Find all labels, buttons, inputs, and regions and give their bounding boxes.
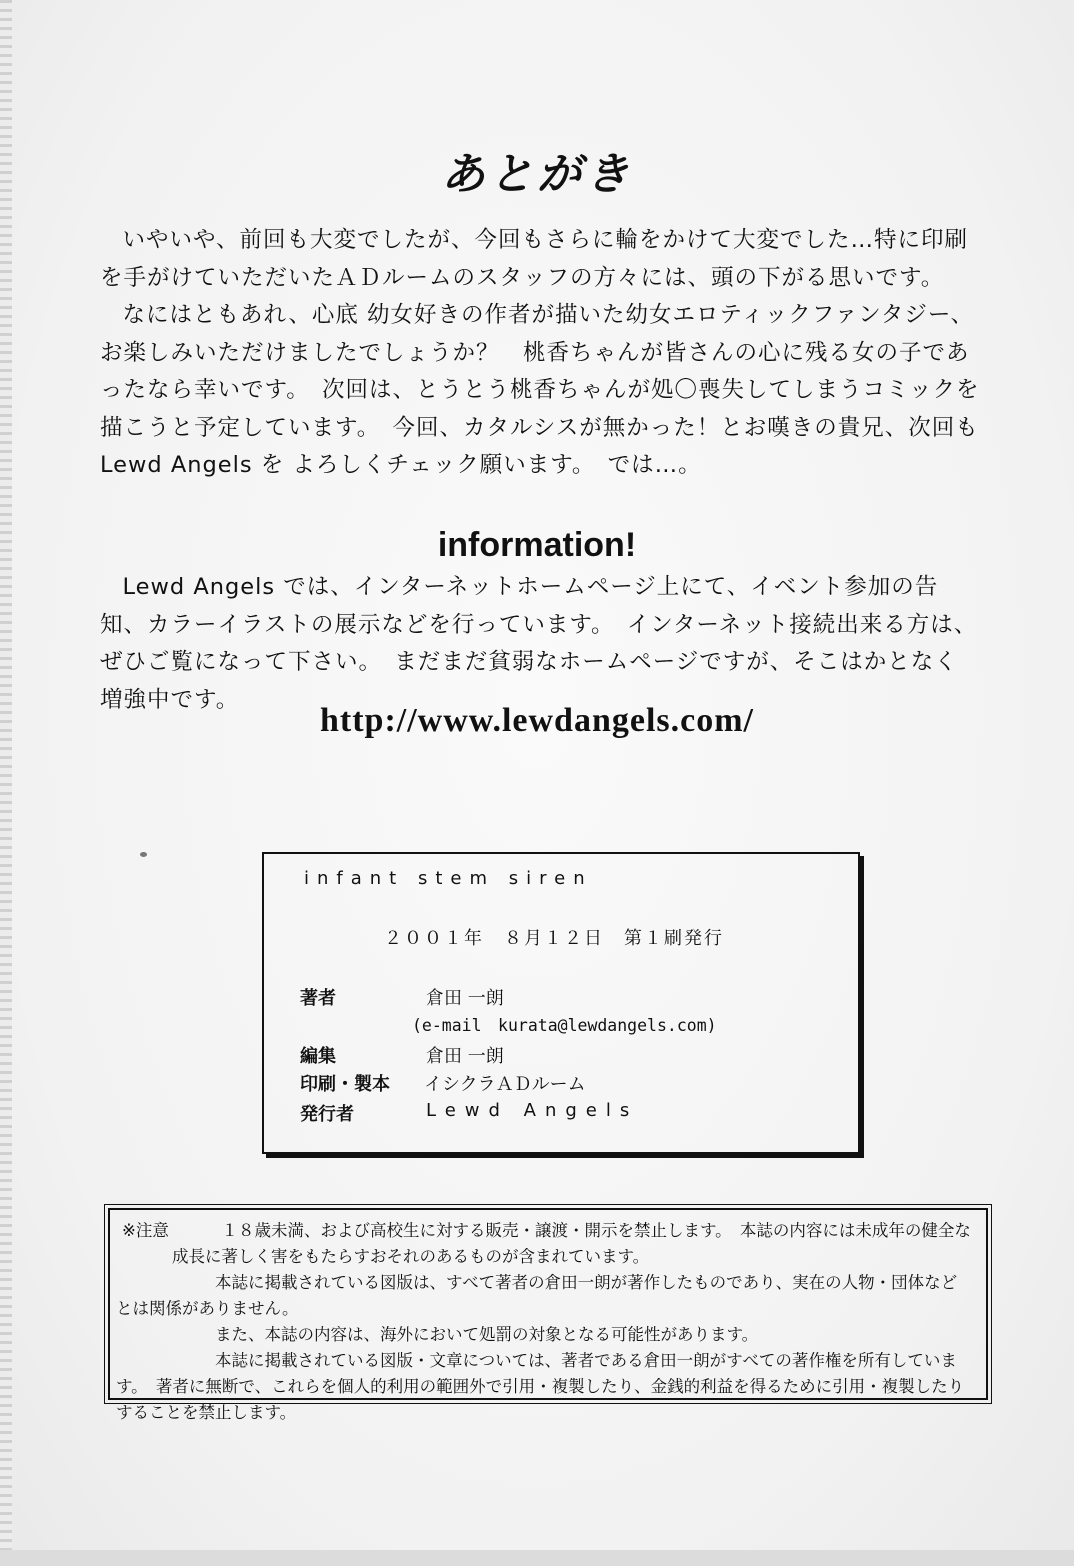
page-bottom-edge <box>0 1550 1074 1566</box>
afterword-paragraph-1: いやいや、前回も大変でしたが、今回もさらに輪をかけて大変でした…特に印刷を手がけていただいたＡＤルームのスタッフの方々には、頭の下がる思いです。 <box>100 227 969 291</box>
notice-line-2: 本誌に掲載されている図版は、すべて著者の倉田一朗が著作したものであり、実在の人物・団体などとは関係がありません。 <box>116 1273 958 1318</box>
notice-line-1: １８歳未満、および高校生に対する販売・譲渡・開示を禁止します。 本誌の内容には未成年の健全な成長に著しく害をもたらすおそれのあるものが含まれています。 <box>172 1221 971 1266</box>
information-paragraph: Lewd Angels では、インターネットホームページ上にて、イベント参加の告知、カラーイラストの展示などを行っています。 インターネット接続出来る方は、ぜひご覧になって下さい。 まだまだ貧弱なホームページですが、そこはかとなく増強中です。 <box>100 574 978 713</box>
printer-name: イシクラＡＤルーム <box>424 1074 586 1095</box>
information-heading: information! <box>437 526 637 564</box>
ink-speck <box>140 852 147 857</box>
information-text <box>100 569 980 719</box>
editor-name: 倉田 一朗 <box>426 1046 504 1067</box>
colophon-box <box>262 852 860 1154</box>
afterword-text <box>100 222 980 485</box>
notice-line-3: また、本誌の内容は、海外において処罰の対象となる可能性があります。 <box>215 1325 759 1344</box>
notice-line-4: 本誌に掲載されている図版・文章については、著者である倉田一朗がすべての著作権を所有しています。 著者に無断で、これらを個人的利用の範囲外で引用・複製したり、金銭的利益を得るために引用・複製したりすることを禁止します。 <box>116 1351 965 1422</box>
website-url: http://www.lewdangels.com/ <box>320 702 754 739</box>
colophon-title: infant stem siren <box>304 868 593 889</box>
author-name: 倉田 一朗 <box>426 988 504 1009</box>
afterword-paragraph-2: なにはともあれ、心底 幼女好きの作者が描いた幼女エロティックファンタジー、お楽しみいただけましたでしょうか？ 桃香ちゃんが皆さんの心に残る女の子であったなら幸いです。 次回は、とうとう桃香ちゃんが処〇喪失してしまうコミックを描こうと予定しています。 今回、カタルシスが無かった！とお嘆きの貴兄、次回も Lewd Angels を よろしくチェック願います。 では…。 <box>100 302 980 478</box>
publication-date: ２００１年 ８月１２日 第１刷発行 <box>384 928 724 949</box>
author-email: (e-mail kurata@lewdangels.com) <box>412 1016 717 1035</box>
printer-label: 印刷・製本 <box>300 1074 390 1095</box>
publisher-label: 発行者 <box>300 1104 354 1125</box>
publisher-name: Lewd Angels <box>426 1100 639 1121</box>
binding-edge <box>0 0 12 1566</box>
editor-label: 編集 <box>300 1046 336 1067</box>
author-label: 著者 <box>300 988 336 1009</box>
notice-label: ※注意 <box>122 1221 169 1240</box>
notice-box <box>108 1208 988 1422</box>
afterword-title: あとがき <box>441 149 633 200</box>
